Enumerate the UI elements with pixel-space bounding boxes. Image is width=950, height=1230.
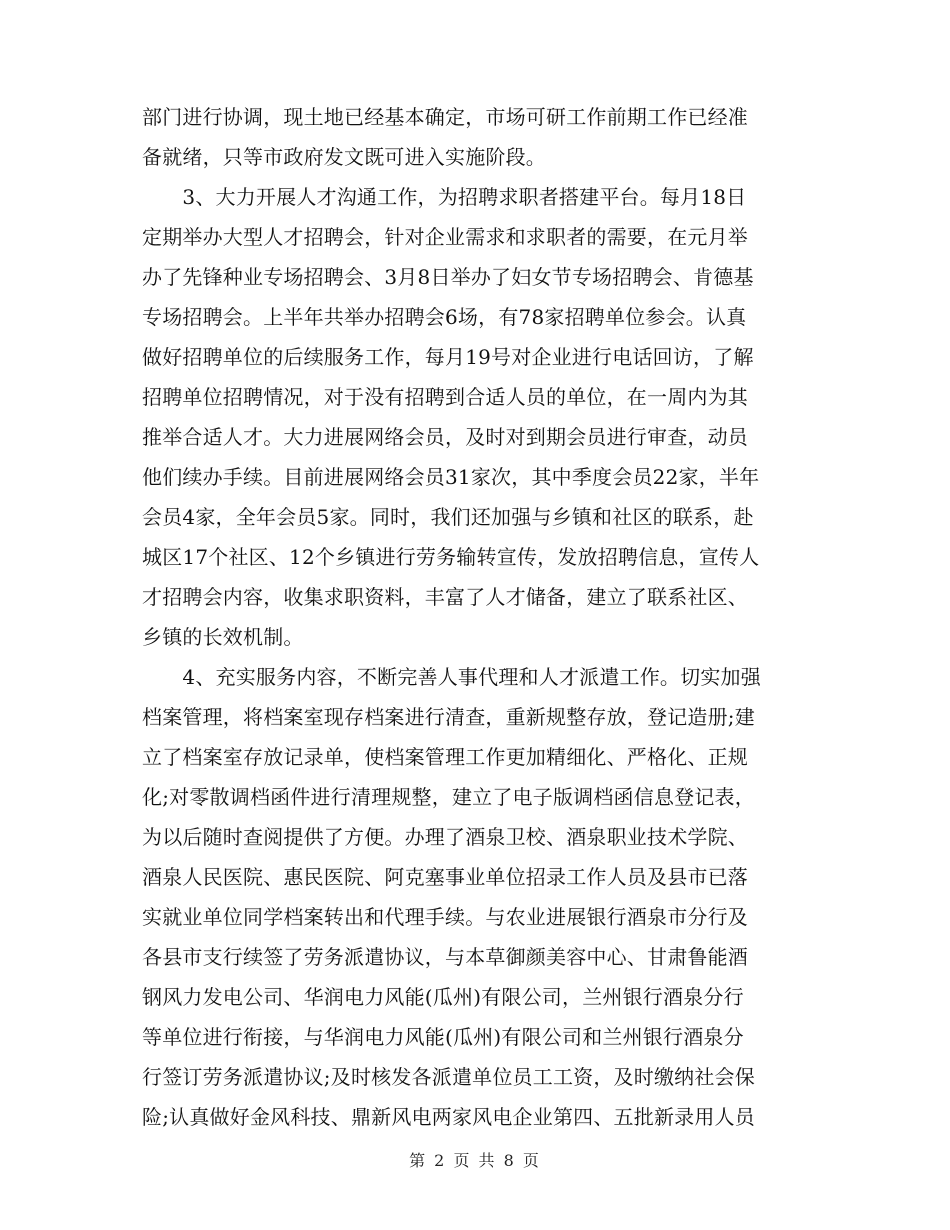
text-line: 部门进行协调，现土地已经基本确定，市场可研工作前期工作已经准 (142, 105, 748, 129)
text-line: 城区17个社区、12个乡镇进行劳务输转宣传，发放招聘信息，宣传人 (142, 545, 760, 569)
text-line: 等单位进行衔接，与华润电力风能(瓜州)有限公司和兰州银行酒泉分 (142, 1025, 744, 1049)
text-line: 为以后随时查阅提供了方便。办理了酒泉卫校、酒泉职业技术学院、 (142, 825, 748, 849)
text-line: 实就业单位同学档案转出和代理手续。与农业进展银行酒泉市分行及 (142, 905, 748, 929)
text-line: 乡镇的长效机制。 (142, 625, 304, 649)
text-line: 做好招聘单位的后续服务工作，每月19号对企业进行电话回访，了解 (142, 345, 754, 369)
text-line: 才招聘会内容，收集求职资料，丰富了人才储备，建立了联系社区、 (142, 585, 748, 609)
text-line: 立了档案室存放记录单，使档案管理工作更加精细化、严格化、正规 (142, 745, 748, 769)
text-line: 行签订劳务派遣协议;及时核发各派遣单位员工工资，及时缴纳社会保 (142, 1065, 755, 1089)
text-line: 险;认真做好金风科技、鼎新风电两家风电企业第四、五批新录用人员 (142, 1105, 755, 1129)
text-line: 3、大力开展人才沟通工作，为招聘求职者搭建平台。每月18日 (142, 185, 747, 209)
text-line: 推举合适人才。大力进展网络会员，及时对到期会员进行审查，动员 (142, 425, 748, 449)
text-line: 酒泉人民医院、惠民医院、阿克塞事业单位招录工作人员及县市已落 (142, 865, 748, 889)
text-line: 定期举办大型人才招聘会，针对企业需求和求职者的需要，在元月举 (142, 225, 748, 249)
text-line: 4、充实服务内容，不断完善人事代理和人才派遣工作。切实加强 (142, 665, 761, 689)
page-number-footer: 第 2 页 共 8 页 (409, 1151, 541, 1170)
text-line: 档案管理，将档案室现存档案进行清查，重新规整存放，登记造册;建 (142, 705, 755, 729)
text-line: 各县市支行续签了劳务派遣协议，与本草御颜美容中心、甘肃鲁能酒 (142, 945, 748, 969)
text-line: 化;对零散调档函件进行清理规整，建立了电子版调档函信息登记表， (142, 785, 755, 809)
text-line: 他们续办手续。目前进展网络会员31家次，其中季度会员22家，半年 (142, 465, 760, 489)
text-line: 会员4家，全年会员5家。同时，我们还加强与乡镇和社区的联系，赴 (142, 505, 754, 529)
text-line: 办了先锋种业专场招聘会、3月8日举办了妇女节专场招聘会、肯德基 (142, 265, 754, 289)
text-line: 专场招聘会。上半年共举办招聘会6场，有78家招聘单位参会。认真 (142, 305, 747, 329)
text-line: 钢风力发电公司、华润电力风能(瓜州)有限公司，兰州银行酒泉分行 (142, 985, 744, 1009)
text-line: 招聘单位招聘情况，对于没有招聘到合适人员的单位，在一周内为其 (142, 385, 748, 409)
text-line: 备就绪，只等市政府发文既可进入实施阶段。 (142, 145, 546, 169)
